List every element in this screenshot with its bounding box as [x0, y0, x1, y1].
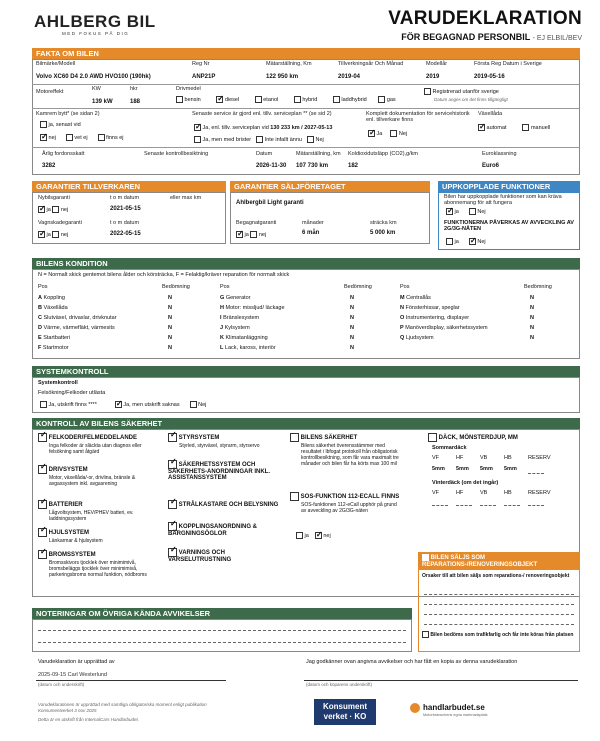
uppk-fn-checkbox-nej[interactable]: [469, 238, 476, 245]
tyre-col: VB: [480, 455, 488, 461]
kond-row: C Slutväxel, drivaxlar, drivknutar: [38, 315, 117, 321]
sak-item: ✓ STRÅLKASTARE OCH BELYSNING: [168, 500, 286, 509]
kond-bed-header: Bedömning: [344, 284, 372, 290]
rep-foot: Bilen bedöms som trafikfarlig och får inte köras från platsen: [422, 631, 578, 638]
sak-checkbox[interactable]: [168, 500, 177, 509]
kond-row: F Startmotor: [38, 345, 69, 351]
dok-checkbox-ja[interactable]: [368, 130, 375, 137]
tyre-value: 5mm: [456, 466, 469, 472]
kamrem-checkbox-nej[interactable]: [40, 134, 47, 141]
fuel-checkbox-diesel[interactable]: [216, 96, 223, 103]
kond-rating: N: [530, 315, 534, 321]
kond-rating: N: [168, 295, 172, 301]
kond-rating: N: [350, 295, 354, 301]
kond-rating: N: [530, 295, 534, 301]
section-uppk-header: UPPKOPPLADE FUNKTIONER: [438, 181, 580, 192]
reg-outside-note: Datum anges om det finns tillgängligt: [434, 97, 508, 102]
kond-rating: N: [350, 345, 354, 351]
kond-row: G Generator: [220, 295, 251, 301]
service-opt2: Ja, men med brister Inte infallt ännu Nej: [194, 136, 324, 143]
system-opts: Ja, utskrift finns ****✓ Ja, men utskrift saknas Nej: [40, 401, 206, 408]
nyb-checkbox-ja[interactable]: [38, 206, 45, 213]
nyb-tom-label: t o m datum: [110, 195, 140, 201]
kond-rating: N: [168, 345, 172, 351]
sak-item: ✓ VARNINGS OCH VARSELUTRUSTNING: [168, 548, 286, 563]
beg-km-value: 5 000 km: [370, 230, 396, 236]
rep-question: Orsaker till att bilen säljs som reparations-/ renoveringsobjekt: [422, 573, 570, 579]
kamrem-opt1: ja, senast vid: [40, 121, 81, 128]
system-sub: Systemkontroll: [38, 380, 78, 386]
section-fakta-header: FAKTA OM BILEN: [32, 48, 580, 59]
uppk-fn-opts: ja✓ Nej: [446, 238, 486, 245]
kond-rating: N: [168, 335, 172, 341]
kw-label: KW: [92, 86, 101, 92]
kamrem-label: Kamrem bytt* (se sidan 2): [36, 111, 100, 117]
co2-label: Koldioxidutsläpp (CO2),g/km: [348, 151, 419, 157]
sak-checkbox[interactable]: [38, 550, 47, 559]
sign-left-sub: (datum och underskrift): [38, 682, 85, 687]
reg-outside-checkbox[interactable]: [424, 88, 431, 95]
sak-item: ✓ DRIVSYSTEM Motor, växellåda/-or, drivlina, bränsle & avgassystem inkl. avgasrening: [38, 465, 156, 487]
kw-value: 139 kW: [92, 99, 113, 105]
vaxel-label: Växellåda: [478, 111, 503, 117]
kond-rating: N: [530, 335, 534, 341]
nyb-eller-label: eller max km: [170, 195, 202, 201]
vagn-checkbox-nej[interactable]: [52, 231, 59, 238]
doc-title: VARUDEKLARATION: [388, 8, 582, 29]
service-checkbox-brister[interactable]: [194, 136, 201, 143]
fuel-checkbox-bensin[interactable]: [176, 96, 183, 103]
kondition-box: [32, 269, 580, 359]
sak-checkbox[interactable]: [38, 465, 47, 474]
sos-checkbox-ja[interactable]: [296, 532, 303, 539]
tyre-col: HB: [504, 455, 512, 461]
euro-value: Euro6: [482, 163, 500, 169]
fuel-options: bensin ✓ diesel etanol hybrid laddhybrid gas: [176, 96, 396, 103]
sign-left-label: Varudeklaration är upprättad av: [38, 659, 115, 665]
brand-tagline: MED FOKUS PÅ DIG: [62, 31, 130, 36]
kamrem-checkbox-ja[interactable]: [40, 121, 47, 128]
foot-line2: Konsumentverket 3 nov 2025: [38, 708, 97, 713]
sign-left-value: 2025-09-15 Carl Westerlund: [38, 672, 107, 678]
kond-rating: N: [168, 315, 172, 321]
beg-checkbox-ja[interactable]: [236, 231, 243, 238]
dok-label: Komplett dokumentation för servicehistorik enl. tillverkare finns: [366, 111, 470, 123]
tyre-col-winter: VF: [432, 490, 440, 496]
section-not-header: NOTERINGAR OM ÖVRIGA KÄNDA AVVIKELSER: [32, 608, 412, 619]
uppk-checkbox-nej[interactable]: [469, 208, 476, 215]
sak-checkbox[interactable]: [168, 433, 177, 442]
sak-item: ✓ BROMSSYSTEM Bromsskivors tjocklek över minimimivå, bromsbeläggs tjocklek över minimimivå, parkeringsbroms normal funktion, nödbroms: [38, 550, 156, 578]
uppk-opts: ✓ ja Nej: [446, 208, 486, 215]
euro-label: Euroklassning: [482, 151, 517, 157]
nyb-opts: ✓ ja nej: [38, 206, 68, 213]
fuel-checkbox-hybrid[interactable]: [294, 96, 301, 103]
kond-rating: N: [350, 315, 354, 321]
handlarbudet-logo: handlarbudet.se: [423, 703, 485, 712]
rep-foot-checkbox[interactable]: [422, 631, 429, 638]
uppk-checkbox-ja[interactable]: [446, 208, 453, 215]
foot-line1: Varudeklarationen är upprättad med samtliga obligatoriska moment enligt publikation: [38, 702, 207, 707]
reg-outside: Registrerad utanför sverige: [424, 88, 499, 95]
beg-opts: ✓ ja nej: [236, 231, 266, 238]
system-question: Felsökning/Felkoder utlästa: [38, 390, 106, 396]
vagn-date: 2022-05-15: [110, 231, 141, 237]
sak-checkbox[interactable]: [428, 433, 437, 442]
section-garanti-tillv-header: GARANTIER TILLVERKAREN: [32, 181, 226, 192]
sak-checkbox[interactable]: [290, 492, 299, 501]
kond-rating: N: [350, 305, 354, 311]
sak-item: ✓ STYRSYSTEM Styrled, styrväxel, styrarm, styrservo: [168, 433, 286, 449]
sak-checkbox[interactable]: [38, 500, 47, 509]
besikt-datum-value: 2026-11-30: [256, 163, 287, 169]
sak-checkbox[interactable]: [38, 433, 47, 442]
kamrem-checkbox-finnsej[interactable]: [98, 134, 105, 141]
vinter-label: Vinterdäck (om det ingår): [432, 480, 499, 486]
uppk-question: Bilen har uppkopplade funktioner som kan kräva abonnemang för att fungera: [444, 194, 562, 206]
beg-man-label: månader: [302, 220, 324, 226]
tyre-col: VF: [432, 455, 440, 461]
kamrem-checkbox-vetej[interactable]: [66, 134, 73, 141]
tyre-col: HF: [456, 455, 464, 461]
nyb-checkbox-nej[interactable]: [52, 206, 59, 213]
section-garanti-salj-header: GARANTIER SÄLJFÖRETAGET: [230, 181, 430, 192]
kond-rating: N: [350, 335, 354, 341]
vagn-checkbox-ja[interactable]: [38, 231, 45, 238]
beg-checkbox-nej[interactable]: [250, 231, 257, 238]
besikt-mat-value: 107 730 km: [296, 163, 329, 169]
co2-value: 182: [348, 163, 359, 169]
fuel-checkbox-gas[interactable]: [378, 96, 385, 103]
sak-item: ✓ FELKODER/FELMEDDELANDE Inga felkoder är släckta utan diagnos eller felsökning samt åtgärd: [38, 433, 156, 455]
kond-rating: N: [350, 325, 354, 331]
salj-garanti-name: Ahlbergbil Light garanti: [236, 200, 304, 206]
tillv-label: Tillverkningsår Och Månad: [338, 61, 404, 67]
uppk-fn-label: FUNKTIONERNA PÅVERKAS AV AVVECKLING AV 2G/3G-NÄTEN: [444, 220, 574, 232]
kond-row: D Värme, värmefläkt, värmesits: [38, 325, 115, 331]
vaxel-opts: ✓ automat manuell: [478, 124, 550, 131]
kond-row: O Instrumentering, displayer: [400, 315, 470, 321]
kond-row: M Centrallås: [400, 295, 431, 301]
dok-opts: ✓ Ja Nej: [368, 130, 407, 137]
not-box: [32, 619, 412, 652]
sak-checkbox[interactable]: [168, 522, 177, 531]
reg-label: Reg Nr: [192, 61, 210, 67]
system-checkbox-nej[interactable]: [190, 401, 197, 408]
kond-pos-header: Pos: [38, 284, 48, 290]
kond-row: I Bränslesystem: [220, 315, 260, 321]
nyb-label: Nybilsgaranti: [38, 195, 70, 201]
service-checkbox-nej[interactable]: [307, 136, 314, 143]
nyb-date: 2021-05-15: [110, 206, 141, 212]
reg-value: ANP21P: [192, 74, 216, 80]
tyre-col-winter: RESERV: [528, 490, 551, 496]
kond-row: B Växellåda: [38, 305, 68, 311]
sak-checkbox[interactable]: [290, 433, 299, 442]
sign-right-sub: (datum och köparens underskrift): [306, 682, 373, 687]
system-checkbox-utskrift[interactable]: [40, 401, 47, 408]
kondition-legend: N = Normalt skick gentemot bilens ålder och körsträcka, F = Felaktig/kräver reparation för normalt skick: [38, 272, 290, 278]
konsumentverket-logo: Konsument verket · KO: [314, 699, 376, 725]
service-checkbox-inte[interactable]: [256, 136, 263, 143]
sak-checkbox[interactable]: [38, 528, 47, 537]
tyre-col: RESERV: [528, 455, 551, 461]
section-sakerhet-header: KONTROLL AV BILENS SÄKERHET: [32, 418, 580, 429]
kond-pos-header: Pos: [400, 284, 410, 290]
sak-item: ✓ SÄKERHETSSYSTEM OCH SÄKERHETS-ANORDNINGAR INKL. ASSISTANSSYSTEM: [168, 460, 286, 481]
tyre-value: 5mm: [432, 466, 445, 472]
hk-value: 188: [130, 99, 141, 105]
sommar-label: Sommardäck: [432, 445, 467, 451]
arlig-label: Årlig fordonsskatt: [42, 151, 85, 157]
sak-checkbox[interactable]: [168, 548, 177, 557]
handlarbudet-icon: [410, 703, 420, 713]
sak-item: ✓ HJULSYSTEM Länkarmar & hjulsystem: [38, 528, 156, 544]
besikt-mat-label: Mätarställning, km: [296, 151, 341, 157]
sak-item: SOS-FUNKTION 112-ECALL FINNS SOS-funktionen 112-eCall upphör på grund av avveckling av 2G/3G-näten: [290, 492, 402, 514]
kond-row: A Koppling: [38, 295, 65, 301]
beg-label: Begagnatgaranti: [236, 220, 277, 226]
doc-subtitle: FÖR BEGAGNAD PERSONBIL - EJ ELBIL/BEV: [401, 32, 582, 42]
sak-item: DÄCK, MÖNSTERDJUP, MM: [428, 433, 546, 442]
kond-rating: N: [530, 325, 534, 331]
vagn-opts: ✓ ja nej: [38, 231, 68, 238]
vagn-label: Vagnskadegaranti: [38, 220, 82, 226]
foot-line3: Detta är en utskrift från InternalCars Handlarbudet.: [38, 717, 140, 722]
kond-row: N Fönsterhissar, speglar: [400, 305, 460, 311]
sos-opts: ja✓ nej: [296, 532, 331, 539]
kond-bed-header: Bedömning: [162, 284, 190, 290]
section-kondition-header: BILENS KONDITION: [32, 258, 580, 269]
besikt-label: Senaste kontrollbesiktning: [144, 151, 209, 157]
model-value: Volvo XC60 D4 2.0 AWD HVO100 (190hk): [36, 74, 151, 80]
fuel-checkbox-etanol[interactable]: [255, 96, 262, 103]
kond-row: P Manöverdisplay, säkerhetssystem: [400, 325, 488, 331]
sign-right-label: Jag godkänner ovan angivna avvikelser och har fått en kopia av denna varudeklaration: [306, 659, 518, 665]
sak-item: ✓ KOPPLINGSANORDNING & BÄRGNINGSÖGLOR: [168, 522, 286, 537]
kond-rating: N: [168, 305, 172, 311]
service-checkbox-ja[interactable]: [194, 124, 201, 131]
tyre-col-winter: HF: [456, 490, 464, 496]
vaxel-checkbox-manuell[interactable]: [522, 124, 529, 131]
handlarbudet-sub: Motorbranschens egna marknadsplats: [423, 713, 488, 717]
km-label: Mätarställning, Km: [266, 61, 312, 67]
kond-row: Q Ljudsystem: [400, 335, 434, 341]
tyre-value: 5mm: [504, 466, 517, 472]
rep-checkbox[interactable]: [422, 554, 429, 561]
tyre-value: 5mm: [480, 466, 493, 472]
kond-row: K Klimatanläggning: [220, 335, 268, 341]
beg-km-label: sträcka km: [370, 220, 397, 226]
fuel-label: Drivmedel: [176, 86, 201, 92]
vagn-tom-label: t o m datum: [110, 220, 140, 226]
brand-logo: AHLBERG BIL: [34, 12, 156, 31]
rep-header: BILEN SÄLJS SOM REPARATIONS-/RENOVERINGSOBJEKT: [418, 552, 580, 570]
kond-row: H Motor: missljud/ läckage: [220, 305, 285, 311]
sak-item: ✓ BATTERIER Lågvoltsystem, HEV/PHEV batteri, ev. laddningssystem: [38, 500, 156, 522]
section-system-header: SYSTEMKONTROLL: [32, 366, 580, 377]
kond-row: E Startbatteri: [38, 335, 71, 341]
sak-checkbox[interactable]: [168, 460, 177, 469]
effekt-label: Motoreffekt: [36, 89, 64, 95]
kamrem-opts: ✓ nej vet ej finns ej: [40, 134, 124, 141]
system-checkbox-saknas[interactable]: [115, 401, 122, 408]
kond-row: L Lack, kaross, interiör: [220, 345, 276, 351]
km-value: 122 950 km: [266, 74, 299, 80]
arlig-value: 3282: [42, 163, 56, 169]
model-label: Bilmärke/Modell: [36, 61, 76, 67]
tyre-col-winter: VB: [480, 490, 488, 496]
kond-bed-header: Bedömning: [524, 284, 552, 290]
kond-rating: N: [530, 305, 534, 311]
modelyear-label: Modellår: [426, 61, 448, 67]
tillv-value: 2019-04: [338, 74, 361, 80]
tyre-col-winter: HB: [504, 490, 512, 496]
vaxel-checkbox-automat[interactable]: [478, 124, 485, 131]
dok-checkbox-nej[interactable]: [390, 130, 397, 137]
firstreg-label: Första Reg Datum i Sverige: [474, 61, 542, 67]
kond-pos-header: Pos: [220, 284, 230, 290]
service-label: Senaste service är gjord enl. tillv. serviceplan ** (se sid 2): [192, 111, 332, 117]
modelyear-value: 2019: [426, 74, 440, 80]
kond-rating: N: [168, 325, 172, 331]
uppk-fn-checkbox-ja[interactable]: [446, 238, 453, 245]
beg-man-value: 6 mån: [302, 230, 320, 236]
sos-checkbox-nej[interactable]: [315, 532, 322, 539]
fuel-checkbox-laddhybrid[interactable]: [333, 96, 340, 103]
firstreg-value: 2019-05-16: [474, 74, 505, 80]
hk-label: hkr: [130, 86, 138, 92]
sak-item: BILENS SÄKERHET Bilens säkerhet överensstämmer med resultatet i lbfogat protokoll från obligatorisk kontrollbesiktning, som får vara maximalt tre månader och bilen får ha körts max 100 mil: [290, 433, 402, 467]
service-opt1: ✓ Ja, enl. tillv. serviceplan vid 130 233 km / 2027-05-13: [194, 124, 332, 131]
kond-row: J Kylsystem: [220, 325, 250, 331]
besikt-datum-label: Datum: [256, 151, 273, 157]
